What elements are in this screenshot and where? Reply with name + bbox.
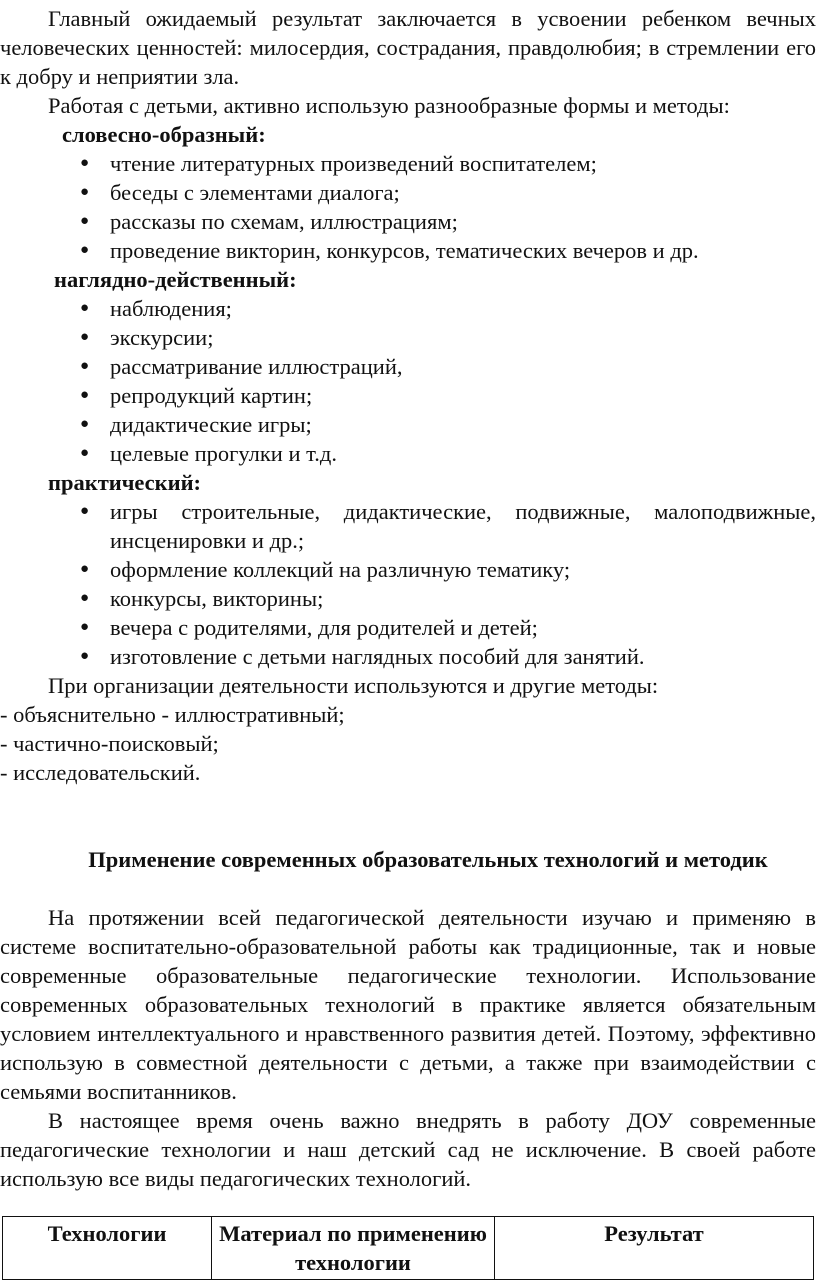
section-paragraph: На протяжении всей педагогической деятельности изучаю и применяю в системе воспитательно-образовательной работы как традиционные, так и новые современные образовательные педагогические технологии. Использование современных образовательных технологий в практике является обязательным условием интеллектуального и нравственного развития детей. Поэтому, эффективно использую в совместной деятельности с детьми, а также при взаимодействии с семьями воспитанников. <box>0 905 816 1104</box>
list-item: ● беседы с элементами диалога; <box>80 180 400 205</box>
bullet-icon: ● <box>80 329 90 345</box>
other-method-item: - частично-поисковый; <box>0 731 219 756</box>
bullet-icon: ● <box>80 358 90 374</box>
bullet-icon: ● <box>80 561 90 577</box>
list-item: ● целевые прогулки и т.д. <box>80 441 337 466</box>
list-item: ● репродукций картин; <box>80 383 313 408</box>
list-item: ● чтение литературных произведений воспитателем; <box>80 151 597 176</box>
list-item: ● изготовление с детьми наглядных пособий для занятий. <box>80 644 645 669</box>
list-item: ● проведение викторин, конкурсов, тематических вечеров и др. <box>80 238 699 263</box>
document-page <box>0 4 816 1280</box>
bullet-icon: ● <box>80 213 90 229</box>
bullet-icon: ● <box>80 155 90 171</box>
bullet-icon: ● <box>80 590 90 606</box>
list-item: ● игры строительные, дидактические, подвижные, малоподвижные, инсценировки и др.; <box>80 499 816 553</box>
method-list-visual <box>0 294 816 468</box>
method-group-title-verbal: словесно-образный: <box>62 122 266 147</box>
method-group-title-visual: наглядно-действенный: <box>54 267 297 292</box>
bullet-icon: ● <box>80 300 90 316</box>
table-header-cell: Технологии <box>3 1217 212 1280</box>
section-paragraph: В настоящее время очень важно внедрять в работу ДОУ современные педагогические технологии и наш детский сад не исключение. В своей работе использую все виды педагогических технологий. <box>0 1108 816 1191</box>
list-item: ● конкурсы, викторины; <box>80 586 324 611</box>
technologies-table <box>2 1216 814 1280</box>
other-method-item: - исследовательский. <box>0 760 201 785</box>
bullet-icon: ● <box>80 416 90 432</box>
result-paragraph: Главный ожидаемый результат заключается в усвоении ребенком вечных человеческих ценностей: милосердия, сострадания, правдолюбия; в стремлении его к добру и неприятии зла. <box>0 6 816 89</box>
method-group-title-practical: практический: <box>48 470 202 495</box>
section-heading: Применение современных образовательных технологий и методик <box>88 847 768 872</box>
bullet-icon: ● <box>80 648 90 664</box>
method-list-practical <box>0 497 816 671</box>
spacer <box>0 1193 816 1216</box>
list-item: ● вечера с родителями, для родителей и детей; <box>80 615 538 640</box>
table-header-row <box>3 1217 814 1280</box>
bullet-icon: ● <box>80 445 90 461</box>
bullet-icon: ● <box>80 242 90 258</box>
list-item: ● наблюдения; <box>80 296 232 321</box>
other-method-item: - объяснительно - иллюстративный; <box>0 702 345 727</box>
list-item: ● дидактические игры; <box>80 412 312 437</box>
other-methods-intro: При организации деятельности используются и другие методы: <box>48 673 659 698</box>
table-header-cell: Материал по применению технологии <box>212 1217 495 1280</box>
methods-intro: Работая с детьми, активно использую разнообразные формы и методы: <box>48 93 730 118</box>
bullet-icon: ● <box>80 387 90 403</box>
bullet-icon: ● <box>80 184 90 200</box>
list-item: ● оформление коллекций на различную тематику; <box>80 557 571 582</box>
spacer <box>0 874 816 903</box>
table-header-cell: Результат <box>495 1217 814 1280</box>
list-item: ● рассматривание иллюстраций, <box>80 354 403 379</box>
bullet-icon: ● <box>80 503 90 519</box>
list-item: ● рассказы по схемам, иллюстрациям; <box>80 209 458 234</box>
list-item: ● экскурсии; <box>80 325 214 350</box>
spacer <box>0 787 816 845</box>
bullet-icon: ● <box>80 619 90 635</box>
method-list-verbal <box>0 149 816 265</box>
